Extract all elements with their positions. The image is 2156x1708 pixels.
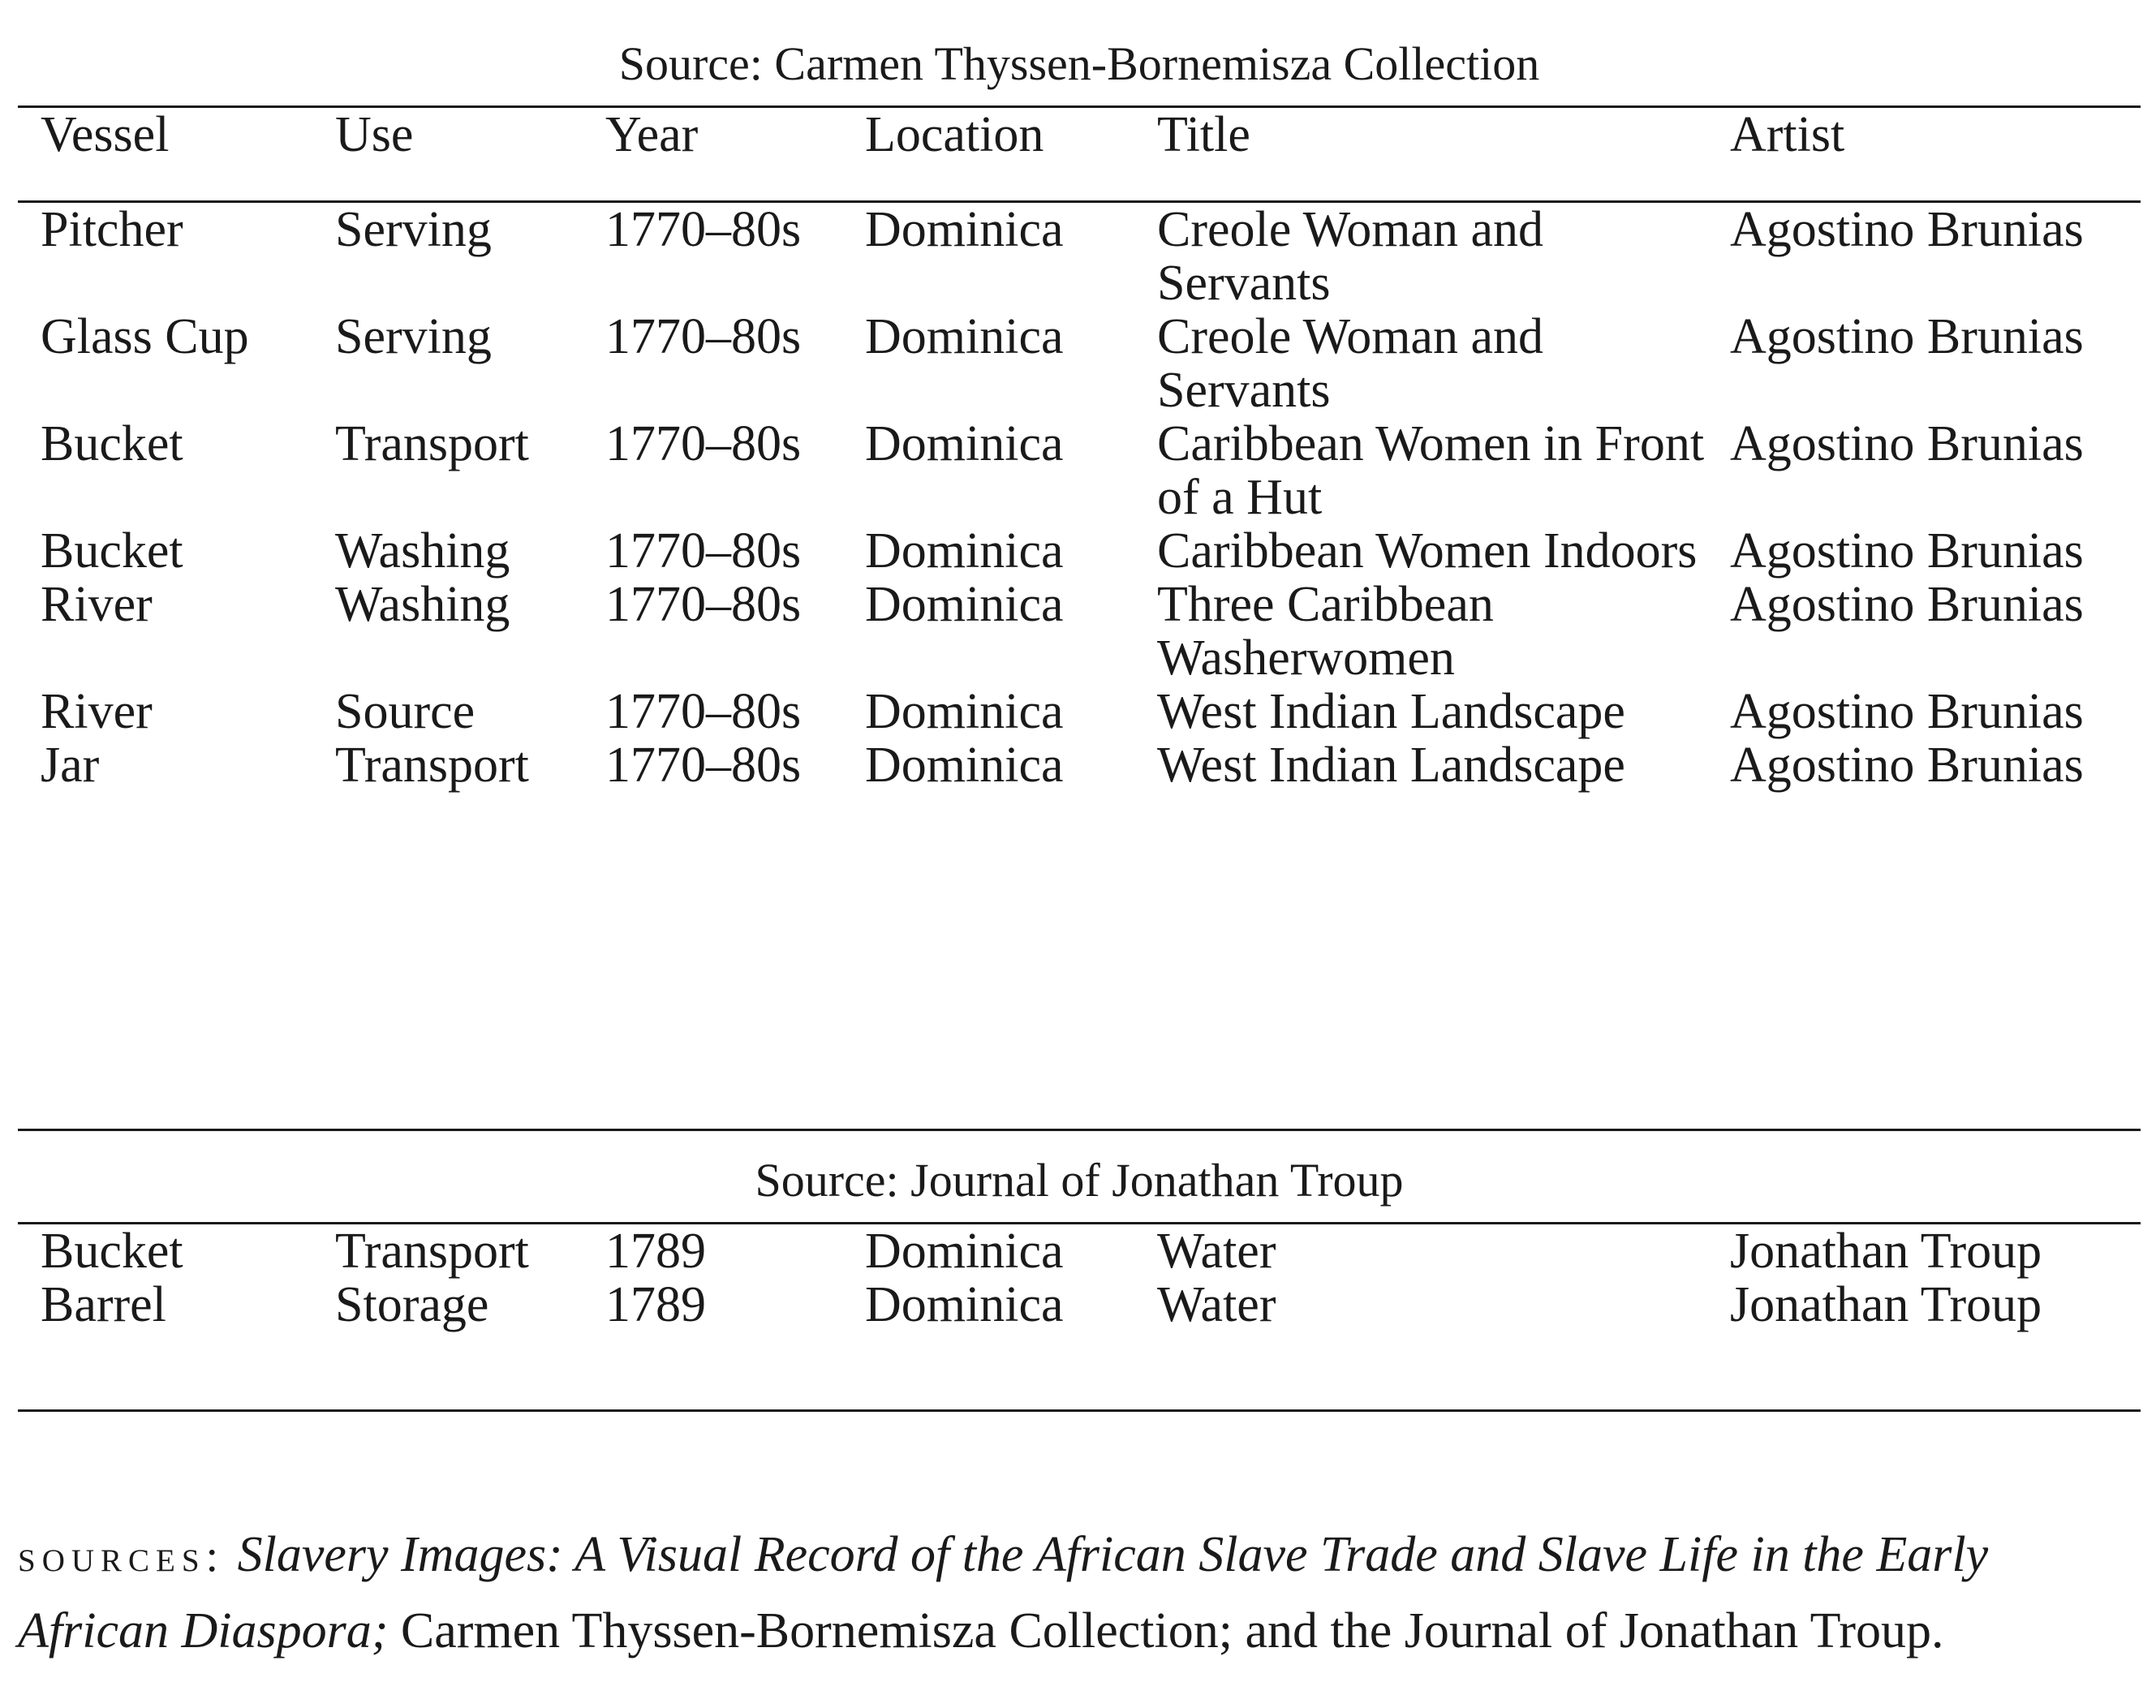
- col-vessel: Vessel: [41, 107, 170, 162]
- cell-location: Dominica: [865, 416, 1064, 471]
- cell-use: Transport: [335, 738, 529, 793]
- table-row: [18, 738, 2141, 820]
- cell-year: 1770–80s: [605, 202, 802, 257]
- cell-title: Water: [1157, 1277, 1276, 1332]
- cell-artist: Agostino Brunias: [1730, 577, 2084, 632]
- cell-artist: Agostino Brunias: [1730, 684, 2084, 739]
- section1-caption: Source: Carmen Thyssen-Bornemisza Collection: [618, 37, 1540, 90]
- cell-vessel: Jar: [41, 738, 100, 793]
- table-row: [18, 1224, 2141, 1278]
- cell-vessel: River: [41, 577, 153, 632]
- cell-year: 1770–80s: [605, 309, 802, 364]
- cell-artist: Agostino Brunias: [1730, 416, 2084, 471]
- cell-use: Source: [335, 684, 476, 739]
- cell-title: Caribbean Women in Front of a Hut: [1157, 416, 1705, 525]
- cell-use: Washing: [335, 523, 510, 579]
- cell-year: 1770–80s: [605, 738, 802, 793]
- table-row: [18, 417, 2141, 524]
- cell-use: Serving: [335, 309, 492, 364]
- cell-artist: Agostino Brunias: [1730, 309, 2084, 364]
- section2-table: [18, 1224, 2141, 1359]
- cell-location: Dominica: [865, 309, 1064, 364]
- table-row: [18, 578, 2141, 685]
- cell-artist: Agostino Brunias: [1730, 202, 2084, 257]
- table-row: [18, 310, 2141, 417]
- cell-year: 1789: [605, 1224, 706, 1279]
- col-title: Title: [1157, 107, 1250, 162]
- cell-location: Dominica: [865, 577, 1064, 632]
- cell-use: Transport: [335, 1224, 529, 1279]
- cell-vessel: Bucket: [41, 416, 183, 471]
- cell-year: 1770–80s: [605, 523, 802, 579]
- cell-location: Dominica: [865, 738, 1064, 793]
- section2-caption: Source: Journal of Jonathan Troup: [755, 1154, 1404, 1207]
- col-location: Location: [865, 107, 1044, 162]
- cell-use: Storage: [335, 1277, 489, 1332]
- cell-title: Water: [1157, 1224, 1276, 1279]
- col-artist: Artist: [1730, 107, 1845, 162]
- sources-label: sources:: [18, 1531, 226, 1581]
- col-use: Use: [335, 107, 414, 162]
- cell-year: 1770–80s: [605, 416, 802, 471]
- cell-location: Dominica: [865, 1277, 1064, 1332]
- cell-year: 1770–80s: [605, 577, 802, 632]
- sources-rest: Carmen Thyssen-Bornemisza Collection; and the Journal of Jonathan Troup.: [388, 1603, 1944, 1659]
- cell-location: Dominica: [865, 523, 1064, 579]
- cell-artist: Agostino Brunias: [1730, 738, 2084, 793]
- cell-vessel: Bucket: [41, 523, 183, 579]
- cell-use: Transport: [335, 416, 529, 471]
- sources-note: [18, 1517, 2063, 1668]
- cell-location: Dominica: [865, 684, 1064, 739]
- cell-title: West Indian Landscape: [1157, 738, 1625, 793]
- cell-year: 1789: [605, 1277, 706, 1332]
- cell-title: West Indian Landscape: [1157, 684, 1625, 739]
- cell-artist: Jonathan Troup: [1730, 1277, 2042, 1332]
- table-row: [18, 1278, 2141, 1359]
- cell-location: Dominica: [865, 202, 1064, 257]
- cell-vessel: Bucket: [41, 1224, 183, 1279]
- cell-vessel: River: [41, 684, 153, 739]
- column-header-row: [18, 108, 2141, 161]
- cell-use: Serving: [335, 202, 492, 257]
- cell-vessel: Glass Cup: [41, 309, 249, 364]
- table-row: [18, 524, 2141, 578]
- cell-vessel: Pitcher: [41, 202, 183, 257]
- table-row: [18, 203, 2141, 310]
- section1-table: [18, 203, 2141, 820]
- cell-year: 1770–80s: [605, 684, 802, 739]
- cell-title: Caribbean Women Indoors: [1157, 523, 1698, 579]
- table-row: [18, 685, 2141, 738]
- sources-italic-title: Slavery Images: A Visual Record of the African Slave Trade and Slave Life in the Early African Diaspora;: [18, 1527, 1989, 1659]
- cell-title: Creole Woman and Servants: [1157, 202, 1543, 311]
- cell-artist: Agostino Brunias: [1730, 523, 2084, 579]
- bottom-rule: [18, 1409, 2141, 1412]
- cell-vessel: Barrel: [41, 1277, 166, 1332]
- cell-title: Creole Woman and Servants: [1157, 309, 1543, 418]
- cell-artist: Jonathan Troup: [1730, 1224, 2042, 1279]
- cell-use: Washing: [335, 577, 510, 632]
- column-header-table: [18, 108, 2141, 161]
- col-year: Year: [605, 107, 699, 162]
- section-divider-rule: [18, 1129, 2141, 1131]
- cell-title: Three Caribbean Washerwomen: [1157, 577, 1494, 686]
- cell-location: Dominica: [865, 1224, 1064, 1279]
